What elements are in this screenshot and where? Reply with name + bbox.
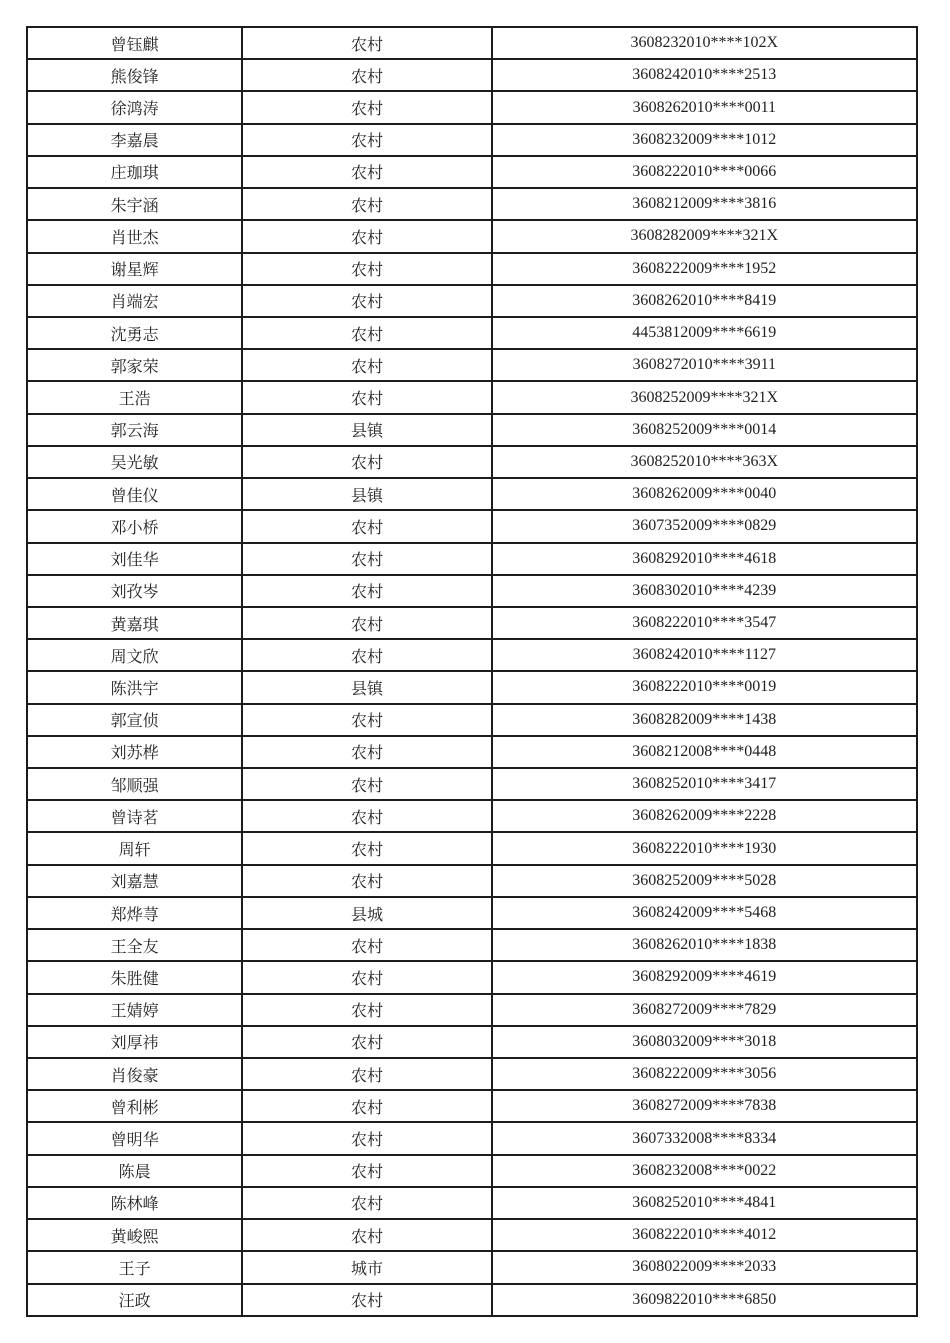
name-cell: 熊俊锋	[27, 59, 242, 91]
table-row	[27, 897, 917, 929]
residence-cell: 农村	[242, 1122, 491, 1154]
table-row	[27, 768, 917, 800]
residence-cell: 县镇	[242, 414, 491, 446]
table-row	[27, 1090, 917, 1122]
name-cell: 曾钰麒	[27, 27, 242, 59]
table-row	[27, 446, 917, 478]
table-row	[27, 1251, 917, 1283]
residence-cell: 农村	[242, 446, 491, 478]
residence-cell: 农村	[242, 1187, 491, 1219]
table-row	[27, 381, 917, 413]
id-cell: 3608232008****0022	[492, 1155, 917, 1187]
name-cell: 王子	[27, 1251, 242, 1283]
table-row	[27, 639, 917, 671]
residence-cell: 农村	[242, 575, 491, 607]
id-cell: 3608242010****2513	[492, 59, 917, 91]
table-row	[27, 1058, 917, 1090]
id-cell: 3608252009****321X	[492, 381, 917, 413]
residence-cell: 城市	[242, 1251, 491, 1283]
residence-cell: 农村	[242, 800, 491, 832]
name-cell: 邹顺强	[27, 768, 242, 800]
name-cell: 郭云海	[27, 414, 242, 446]
residence-cell: 农村	[242, 1026, 491, 1058]
id-cell: 3608222010****3547	[492, 607, 917, 639]
residence-cell: 农村	[242, 349, 491, 381]
table-row	[27, 1122, 917, 1154]
table-row	[27, 575, 917, 607]
id-cell: 3608262010****0011	[492, 91, 917, 123]
name-cell: 周轩	[27, 832, 242, 864]
table-row	[27, 59, 917, 91]
residence-cell: 农村	[242, 704, 491, 736]
table-row	[27, 1284, 917, 1316]
name-cell: 陈晨	[27, 1155, 242, 1187]
residence-cell: 县镇	[242, 671, 491, 703]
name-cell: 郑烨荨	[27, 897, 242, 929]
residence-cell: 农村	[242, 510, 491, 542]
table-row	[27, 478, 917, 510]
table-row	[27, 1187, 917, 1219]
id-cell: 3608232009****1012	[492, 124, 917, 156]
residence-cell: 农村	[242, 91, 491, 123]
name-cell: 刘孜岑	[27, 575, 242, 607]
name-cell: 沈勇志	[27, 317, 242, 349]
name-cell: 曾明华	[27, 1122, 242, 1154]
roster-table	[26, 26, 918, 1317]
residence-cell: 农村	[242, 124, 491, 156]
residence-cell: 农村	[242, 27, 491, 59]
table-row	[27, 800, 917, 832]
name-cell: 郭宣侦	[27, 704, 242, 736]
name-cell: 庄珈琪	[27, 156, 242, 188]
name-cell: 徐鸿涛	[27, 91, 242, 123]
residence-cell: 农村	[242, 188, 491, 220]
name-cell: 吴光敏	[27, 446, 242, 478]
residence-cell: 农村	[242, 381, 491, 413]
name-cell: 肖俊豪	[27, 1058, 242, 1090]
residence-cell: 农村	[242, 929, 491, 961]
id-cell: 3608292009****4619	[492, 961, 917, 993]
residence-cell: 农村	[242, 253, 491, 285]
table-row	[27, 865, 917, 897]
table-row	[27, 736, 917, 768]
residence-cell: 农村	[242, 994, 491, 1026]
name-cell: 曾诗茗	[27, 800, 242, 832]
residence-cell: 农村	[242, 607, 491, 639]
name-cell: 郭家荣	[27, 349, 242, 381]
name-cell: 曾佳仪	[27, 478, 242, 510]
residence-cell: 农村	[242, 220, 491, 252]
residence-cell: 农村	[242, 736, 491, 768]
name-cell: 黄峻熙	[27, 1219, 242, 1251]
id-cell: 3608252009****5028	[492, 865, 917, 897]
table-row	[27, 994, 917, 1026]
roster-body	[27, 27, 917, 1316]
table-row	[27, 156, 917, 188]
table-row	[27, 27, 917, 59]
residence-cell: 农村	[242, 285, 491, 317]
table-row	[27, 1155, 917, 1187]
name-cell: 汪政	[27, 1284, 242, 1316]
name-cell: 肖端宏	[27, 285, 242, 317]
table-row	[27, 349, 917, 381]
id-cell: 3608272009****7829	[492, 994, 917, 1026]
name-cell: 朱胜健	[27, 961, 242, 993]
residence-cell: 农村	[242, 768, 491, 800]
id-cell: 3608252010****3417	[492, 768, 917, 800]
name-cell: 邓小桥	[27, 510, 242, 542]
id-cell: 3608252009****0014	[492, 414, 917, 446]
id-cell: 3608272009****7838	[492, 1090, 917, 1122]
table-row	[27, 188, 917, 220]
name-cell: 刘嘉慧	[27, 865, 242, 897]
name-cell: 谢星辉	[27, 253, 242, 285]
id-cell: 3608242009****5468	[492, 897, 917, 929]
table-row	[27, 1219, 917, 1251]
table-row	[27, 91, 917, 123]
table-row	[27, 1026, 917, 1058]
table-row	[27, 317, 917, 349]
residence-cell: 农村	[242, 832, 491, 864]
table-row	[27, 285, 917, 317]
residence-cell: 农村	[242, 1219, 491, 1251]
residence-cell: 农村	[242, 317, 491, 349]
name-cell: 刘厚祎	[27, 1026, 242, 1058]
id-cell: 3608252010****4841	[492, 1187, 917, 1219]
id-cell: 3607352009****0829	[492, 510, 917, 542]
id-cell: 3608222010****4012	[492, 1219, 917, 1251]
id-cell: 3608232010****102X	[492, 27, 917, 59]
name-cell: 王浩	[27, 381, 242, 413]
id-cell: 3608302010****4239	[492, 575, 917, 607]
residence-cell: 农村	[242, 865, 491, 897]
name-cell: 陈洪宇	[27, 671, 242, 703]
id-cell: 3608262010****1838	[492, 929, 917, 961]
id-cell: 3608252010****363X	[492, 446, 917, 478]
id-cell: 3608262009****2228	[492, 800, 917, 832]
residence-cell: 县镇	[242, 478, 491, 510]
id-cell: 3608222009****3056	[492, 1058, 917, 1090]
name-cell: 黄嘉琪	[27, 607, 242, 639]
table-row	[27, 929, 917, 961]
id-cell: 3608262009****0040	[492, 478, 917, 510]
name-cell: 王全友	[27, 929, 242, 961]
residence-cell: 农村	[242, 59, 491, 91]
residence-cell: 农村	[242, 1090, 491, 1122]
id-cell: 3608212008****0448	[492, 736, 917, 768]
table-row	[27, 414, 917, 446]
id-cell: 3608282009****321X	[492, 220, 917, 252]
table-row	[27, 961, 917, 993]
table-row	[27, 607, 917, 639]
name-cell: 刘佳华	[27, 543, 242, 575]
residence-cell: 农村	[242, 639, 491, 671]
residence-cell: 农村	[242, 1284, 491, 1316]
residence-cell: 农村	[242, 961, 491, 993]
name-cell: 李嘉晨	[27, 124, 242, 156]
name-cell: 曾利彬	[27, 1090, 242, 1122]
name-cell: 肖世杰	[27, 220, 242, 252]
id-cell: 3607332008****8334	[492, 1122, 917, 1154]
residence-cell: 农村	[242, 156, 491, 188]
id-cell: 3608272010****3911	[492, 349, 917, 381]
id-cell: 3608222010****0066	[492, 156, 917, 188]
id-cell: 3608222009****1952	[492, 253, 917, 285]
id-cell: 3608242010****1127	[492, 639, 917, 671]
id-cell: 3608032009****3018	[492, 1026, 917, 1058]
residence-cell: 农村	[242, 543, 491, 575]
name-cell: 刘苏桦	[27, 736, 242, 768]
name-cell: 朱宇涵	[27, 188, 242, 220]
table-row	[27, 510, 917, 542]
id-cell: 3609822010****6850	[492, 1284, 917, 1316]
id-cell: 3608212009****3816	[492, 188, 917, 220]
table-row	[27, 832, 917, 864]
id-cell: 3608222010****1930	[492, 832, 917, 864]
id-cell: 3608292010****4618	[492, 543, 917, 575]
name-cell: 王婧婷	[27, 994, 242, 1026]
residence-cell: 农村	[242, 1058, 491, 1090]
id-cell: 3608262010****8419	[492, 285, 917, 317]
name-cell: 陈林峰	[27, 1187, 242, 1219]
residence-cell: 县城	[242, 897, 491, 929]
id-cell: 3608282009****1438	[492, 704, 917, 736]
id-cell: 3608022009****2033	[492, 1251, 917, 1283]
table-row	[27, 124, 917, 156]
table-row	[27, 220, 917, 252]
residence-cell: 农村	[242, 1155, 491, 1187]
table-row	[27, 543, 917, 575]
id-cell: 4453812009****6619	[492, 317, 917, 349]
table-row	[27, 704, 917, 736]
name-cell: 周文欣	[27, 639, 242, 671]
table-row	[27, 671, 917, 703]
table-row	[27, 253, 917, 285]
id-cell: 3608222010****0019	[492, 671, 917, 703]
